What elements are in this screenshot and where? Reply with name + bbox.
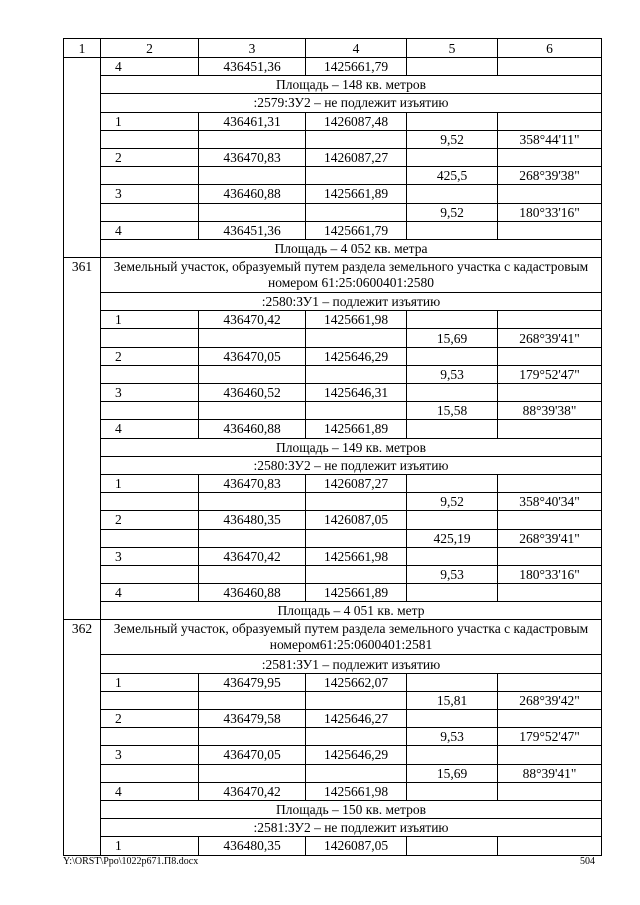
empty-cell (199, 167, 306, 185)
empty-cell (498, 673, 602, 691)
x-coordinate-cell: 436470,42 (199, 311, 306, 329)
x-coordinate-cell: 436461,31 (199, 112, 306, 130)
line-row (64, 329, 602, 347)
x-coordinate-cell: 436460,88 (199, 185, 306, 203)
point-number-cell: 4 (101, 221, 199, 239)
empty-cell (498, 710, 602, 728)
y-coordinate-cell: 1425661,79 (306, 58, 407, 76)
line-row (64, 203, 602, 221)
point-row (64, 837, 602, 855)
distance-cell: 15,81 (407, 691, 498, 709)
line-row (64, 529, 602, 547)
empty-cell (199, 365, 306, 383)
empty-cell (199, 329, 306, 347)
empty-cell (101, 329, 199, 347)
x-coordinate-cell: 436470,05 (199, 746, 306, 764)
point-number-cell: 2 (101, 710, 199, 728)
empty-cell (498, 746, 602, 764)
distance-cell: 425,19 (407, 529, 498, 547)
empty-cell (407, 221, 498, 239)
empty-cell (306, 402, 407, 420)
bearing-cell: 88°39'41" (498, 764, 602, 782)
empty-cell (101, 565, 199, 583)
point-row (64, 710, 602, 728)
line-row (64, 130, 602, 148)
header-cell: 3 (199, 39, 306, 58)
empty-cell (498, 185, 602, 203)
empty-cell (101, 130, 199, 148)
span-row (64, 819, 602, 837)
point-number-cell: 1 (101, 311, 199, 329)
x-coordinate-cell: 436480,35 (199, 837, 306, 855)
y-coordinate-cell: 1426087,48 (306, 112, 407, 130)
point-row (64, 311, 602, 329)
line-row (64, 365, 602, 383)
empty-cell (498, 420, 602, 438)
parcel-number-cell: 361 (64, 258, 101, 620)
empty-cell (306, 529, 407, 547)
empty-cell (407, 584, 498, 602)
empty-cell (199, 203, 306, 221)
x-coordinate-cell: 436470,42 (199, 547, 306, 565)
point-number-cell: 4 (101, 58, 199, 76)
empty-cell (407, 474, 498, 492)
span-text-cell: :2581:ЗУ2 – не подлежит изъятию (101, 819, 602, 837)
x-coordinate-cell: 436470,83 (199, 148, 306, 166)
y-coordinate-cell: 1426087,27 (306, 474, 407, 492)
y-coordinate-cell: 1425661,89 (306, 584, 407, 602)
empty-cell (101, 764, 199, 782)
empty-cell (199, 130, 306, 148)
point-row (64, 420, 602, 438)
header-cell: 6 (498, 39, 602, 58)
point-number-cell: 4 (101, 584, 199, 602)
empty-cell (101, 365, 199, 383)
span-row (64, 602, 602, 620)
distance-cell: 9,52 (407, 130, 498, 148)
distance-cell: 9,53 (407, 365, 498, 383)
table-header-row (64, 39, 602, 58)
x-coordinate-cell: 436470,83 (199, 474, 306, 492)
point-number-cell: 2 (101, 511, 199, 529)
empty-cell (101, 529, 199, 547)
span-text-cell: Площадь – 4 051 кв. метр (101, 602, 602, 620)
point-row (64, 148, 602, 166)
y-coordinate-cell: 1425662,07 (306, 673, 407, 691)
empty-cell (407, 673, 498, 691)
empty-cell (407, 837, 498, 855)
point-row (64, 746, 602, 764)
empty-cell (101, 691, 199, 709)
line-row (64, 565, 602, 583)
span-row (64, 800, 602, 818)
header-cell: 5 (407, 39, 498, 58)
y-coordinate-cell: 1425661,89 (306, 420, 407, 438)
empty-cell (407, 420, 498, 438)
empty-cell (306, 365, 407, 383)
y-coordinate-cell: 1425646,27 (306, 710, 407, 728)
y-coordinate-cell: 1425661,98 (306, 782, 407, 800)
y-coordinate-cell: 1426087,27 (306, 148, 407, 166)
y-coordinate-cell: 1425661,89 (306, 185, 407, 203)
line-row (64, 764, 602, 782)
footer-file-path: Y:\ORST\Ppo\1022p671.П8.docx (63, 856, 199, 867)
empty-cell (306, 167, 407, 185)
span-row (64, 438, 602, 456)
x-coordinate-cell: 436470,05 (199, 347, 306, 365)
line-row (64, 691, 602, 709)
empty-cell (306, 493, 407, 511)
empty-cell (101, 728, 199, 746)
empty-cell (306, 565, 407, 583)
line-row (64, 167, 602, 185)
empty-cell (306, 728, 407, 746)
header-cell: 2 (101, 39, 199, 58)
bearing-cell: 358°40'34" (498, 493, 602, 511)
empty-cell (407, 347, 498, 365)
point-number-cell: 2 (101, 148, 199, 166)
span-row (64, 655, 602, 673)
bearing-cell: 88°39'38" (498, 402, 602, 420)
empty-cell (498, 148, 602, 166)
point-row (64, 474, 602, 492)
point-row (64, 185, 602, 203)
y-coordinate-cell: 1425646,29 (306, 347, 407, 365)
point-row (64, 347, 602, 365)
empty-cell (199, 565, 306, 583)
empty-cell (199, 402, 306, 420)
empty-cell (101, 402, 199, 420)
empty-cell (306, 130, 407, 148)
x-coordinate-cell: 436460,88 (199, 420, 306, 438)
span-text-cell: :2579:ЗУ2 – не подлежит изъятию (101, 94, 602, 112)
point-row (64, 221, 602, 239)
point-number-cell: 3 (101, 384, 199, 402)
empty-cell (407, 710, 498, 728)
span-row (64, 76, 602, 94)
point-number-cell: 1 (101, 112, 199, 130)
distance-cell: 15,69 (407, 329, 498, 347)
bearing-cell: 179°52'47" (498, 365, 602, 383)
empty-cell (498, 547, 602, 565)
coordinates-table (63, 38, 602, 856)
point-number-cell: 3 (101, 746, 199, 764)
x-coordinate-cell: 436451,36 (199, 58, 306, 76)
empty-cell (498, 58, 602, 76)
x-coordinate-cell: 436460,88 (199, 584, 306, 602)
y-coordinate-cell: 1425646,29 (306, 746, 407, 764)
empty-cell (306, 691, 407, 709)
line-row (64, 493, 602, 511)
distance-cell: 9,52 (407, 203, 498, 221)
span-row (64, 94, 602, 112)
empty-cell (498, 384, 602, 402)
point-number-cell: 4 (101, 420, 199, 438)
bearing-cell: 180°33'16" (498, 203, 602, 221)
table-body (64, 39, 602, 856)
point-number-cell: 3 (101, 547, 199, 565)
distance-cell: 15,69 (407, 764, 498, 782)
empty-cell (498, 511, 602, 529)
footer-page-number: 504 (580, 856, 595, 867)
point-row (64, 384, 602, 402)
distance-cell: 15,58 (407, 402, 498, 420)
x-coordinate-cell: 436451,36 (199, 221, 306, 239)
empty-cell (101, 203, 199, 221)
point-number-cell: 1 (101, 673, 199, 691)
empty-cell (306, 764, 407, 782)
empty-cell (498, 221, 602, 239)
bearing-cell: 268°39'42" (498, 691, 602, 709)
empty-cell (407, 782, 498, 800)
bearing-cell: 179°52'47" (498, 728, 602, 746)
point-row (64, 782, 602, 800)
span-row (64, 239, 602, 257)
empty-cell (407, 384, 498, 402)
bearing-cell: 180°33'16" (498, 565, 602, 583)
empty-cell (407, 746, 498, 764)
bearing-cell: 268°39'38" (498, 167, 602, 185)
x-coordinate-cell: 436460,52 (199, 384, 306, 402)
span-text-cell: :2581:ЗУ1 – подлежит изъятию (101, 655, 602, 673)
point-number-cell: 3 (101, 185, 199, 203)
empty-cell (498, 347, 602, 365)
empty-cell (407, 148, 498, 166)
point-row (64, 584, 602, 602)
empty-cell (498, 837, 602, 855)
y-coordinate-cell: 1425661,98 (306, 547, 407, 565)
parcel-description-cell: Земельный участок, образуемый путем раздела земельного участка с кадастровым номером 61:25:0600401:2580 (101, 258, 602, 293)
empty-cell (199, 728, 306, 746)
point-number-cell: 1 (101, 474, 199, 492)
empty-cell (498, 311, 602, 329)
empty-cell (199, 529, 306, 547)
point-number-cell: 2 (101, 347, 199, 365)
point-row (64, 511, 602, 529)
line-row (64, 402, 602, 420)
bearing-cell: 268°39'41" (498, 329, 602, 347)
bearing-cell: 268°39'41" (498, 529, 602, 547)
span-text-cell: :2580:ЗУ1 – подлежит изъятию (101, 293, 602, 311)
span-text-cell: Площадь – 4 052 кв. метра (101, 239, 602, 257)
parcel-number-cell: 362 (64, 620, 101, 855)
span-text-cell: Площадь – 150 кв. метров (101, 800, 602, 818)
empty-cell (199, 691, 306, 709)
x-coordinate-cell: 436470,42 (199, 782, 306, 800)
span-text-cell: :2580:ЗУ2 – не подлежит изъятию (101, 456, 602, 474)
point-row (64, 58, 602, 76)
line-row (64, 728, 602, 746)
y-coordinate-cell: 1425646,31 (306, 384, 407, 402)
distance-cell: 9,53 (407, 565, 498, 583)
parcel-description-cell: Земельный участок, образуемый путем раздела земельного участка с кадастровым номером61:25:0600401:2581 (101, 620, 602, 655)
empty-cell (306, 329, 407, 347)
empty-cell (306, 203, 407, 221)
empty-cell (407, 311, 498, 329)
span-row (64, 456, 602, 474)
empty-cell (101, 493, 199, 511)
bearing-cell: 358°44'11" (498, 130, 602, 148)
empty-cell (498, 584, 602, 602)
span-text-cell: Площадь – 149 кв. метров (101, 438, 602, 456)
header-cell: 4 (306, 39, 407, 58)
point-number-cell: 1 (101, 837, 199, 855)
empty-cell (199, 764, 306, 782)
x-coordinate-cell: 436480,35 (199, 511, 306, 529)
empty-cell (498, 782, 602, 800)
point-row (64, 547, 602, 565)
empty-cell (199, 493, 306, 511)
distance-cell: 9,52 (407, 493, 498, 511)
empty-cell (498, 112, 602, 130)
span-text-cell: Площадь – 148 кв. метров (101, 76, 602, 94)
y-coordinate-cell: 1425661,98 (306, 311, 407, 329)
empty-cell (407, 112, 498, 130)
point-row (64, 673, 602, 691)
y-coordinate-cell: 1426087,05 (306, 511, 407, 529)
empty-cell (101, 167, 199, 185)
x-coordinate-cell: 436479,58 (199, 710, 306, 728)
point-number-cell: 4 (101, 782, 199, 800)
distance-cell: 9,53 (407, 728, 498, 746)
y-coordinate-cell: 1425661,79 (306, 221, 407, 239)
x-coordinate-cell: 436479,95 (199, 673, 306, 691)
y-coordinate-cell: 1426087,05 (306, 837, 407, 855)
point-row (64, 112, 602, 130)
empty-cell (407, 547, 498, 565)
parcel-number-cell (64, 58, 101, 258)
empty-cell (498, 474, 602, 492)
parcel-heading-row (64, 620, 602, 655)
empty-cell (407, 58, 498, 76)
distance-cell: 425,5 (407, 167, 498, 185)
empty-cell (407, 511, 498, 529)
span-row (64, 293, 602, 311)
empty-cell (407, 185, 498, 203)
header-cell: 1 (64, 39, 101, 58)
parcel-heading-row (64, 258, 602, 293)
